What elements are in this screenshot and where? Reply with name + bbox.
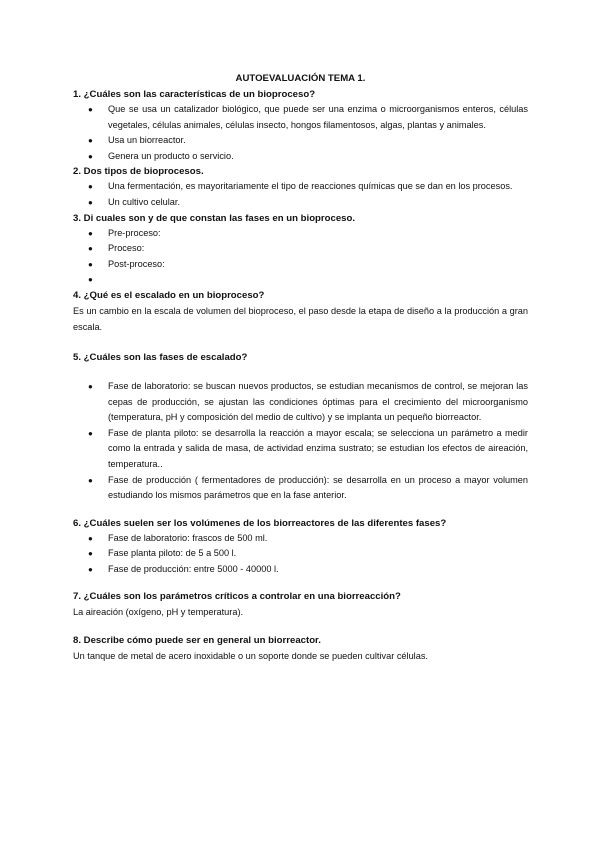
spacer [73,577,528,589]
list-item: ● Fase de planta piloto: se desarrolla la reacción a mayor escala; se selecciona un parámetro a medir como la entrada y salida de masa, de actividad enzima sustrato; se estudian los efectos de aireación, temperatura.. [88,427,528,469]
question-2: 2. Dos tipos de bioprocesos. [73,166,204,178]
question-5: 5. ¿Cuáles son las fases de escalado? [73,351,248,363]
question-6-list [73,531,528,578]
bullet-icon: ● [88,533,93,543]
question-3-list [73,226,528,288]
spacer [73,504,528,516]
list-item: ● Usa un biorreactor. [73,133,528,149]
list-item: ● Proceso: [73,241,528,257]
bullet-icon: ● [88,136,93,146]
spacer [73,365,528,379]
bullet-icon: ● [88,381,93,391]
question-5-list [73,379,528,504]
answer-7: La aireación (oxígeno, pH y temperatura). [73,607,244,618]
bullet-icon: ● [88,259,93,269]
question-7: 7. ¿Cuáles son los parámetros críticos a controlar en una biorreacción? [73,591,401,603]
bullet-icon: ● [88,228,93,238]
list-item: ● Post-proceso: [73,257,528,273]
bullet-icon: ● [88,105,93,114]
spacer [73,336,528,350]
question-1-list [73,102,528,164]
list-item: ● Fase de producción ( fermentadores de producción): se desarrolla en un proceso a mayor volumen estudiando los mismos parámetros que en la fase anterior. [88,474,528,501]
list-item: ● Un cultivo celular. [73,195,528,211]
list-item: ● Pre-proceso: [73,226,528,242]
list-item: ● Que se usa un catalizador biológico, que puede ser una enzima o microorganismos enteros, células vegetales, células animales, células insecto, hongos filamentosos, algas, plantas y animales. [88,104,528,130]
bullet-icon: ● [88,275,93,285]
question-3: 3. Di cuales son y de que constan las fases en un bioproceso. [73,212,356,224]
question-2-list [73,179,528,210]
bullet-icon: ● [88,475,93,485]
list-item [73,272,528,288]
bullet-icon: ● [88,564,93,574]
bullet-icon: ● [88,549,93,559]
question-1: 1. ¿Cuáles son las características de un bioproceso? [73,89,316,100]
page-title: AUTOEVALUACIÓN TEMA 1. [235,73,366,84]
question-6: 6. ¿Cuáles suelen ser los volúmenes de los biorreactores de las diferentes fases? [73,517,447,529]
bullet-icon: ● [88,182,93,192]
spacer [73,621,528,633]
question-8: 8. Describe cómo puede ser en general un biorreactor. [73,634,321,646]
list-item: ● Una fermentación, es mayoritariamente el tipo de reacciones químicas que se dan en los procesos. [73,179,528,195]
list-item: ● Fase de laboratorio: frascos de 500 ml. [73,531,528,547]
bullet-icon: ● [88,197,93,207]
list-item: ● Fase planta piloto: de 5 a 500 l. [73,546,528,562]
list-item: ● Genera un producto o servicio. [73,149,528,165]
list-item: ● Fase de laboratorio: se buscan nuevos productos, se estudian mecanismos de control, se mejoran las cepas de producción, se ajustan las condiciones óptimas para el crecimiento del microorganismo (temperatura, pH y composición del medio de cultivo) y se implanta un pequeño biorreactor. [88,380,528,423]
answer-8: Un tanque de metal de acero inoxidable o un soporte donde se pueden cultivar células. [73,650,428,661]
bullet-icon: ● [88,428,93,438]
question-4: 4. ¿Qué es el escalado en un bioproceso? [73,289,265,301]
document-page [73,72,528,664]
answer-4: Es un cambio en la escala de volumen del bioproceso, el paso desde la etapa de diseño a la producción a gran escala. [73,305,528,333]
list-item: ● Fase de producción: entre 5000 - 40000 l. [73,562,528,578]
bullet-icon: ● [88,244,93,254]
bullet-icon: ● [88,151,93,161]
